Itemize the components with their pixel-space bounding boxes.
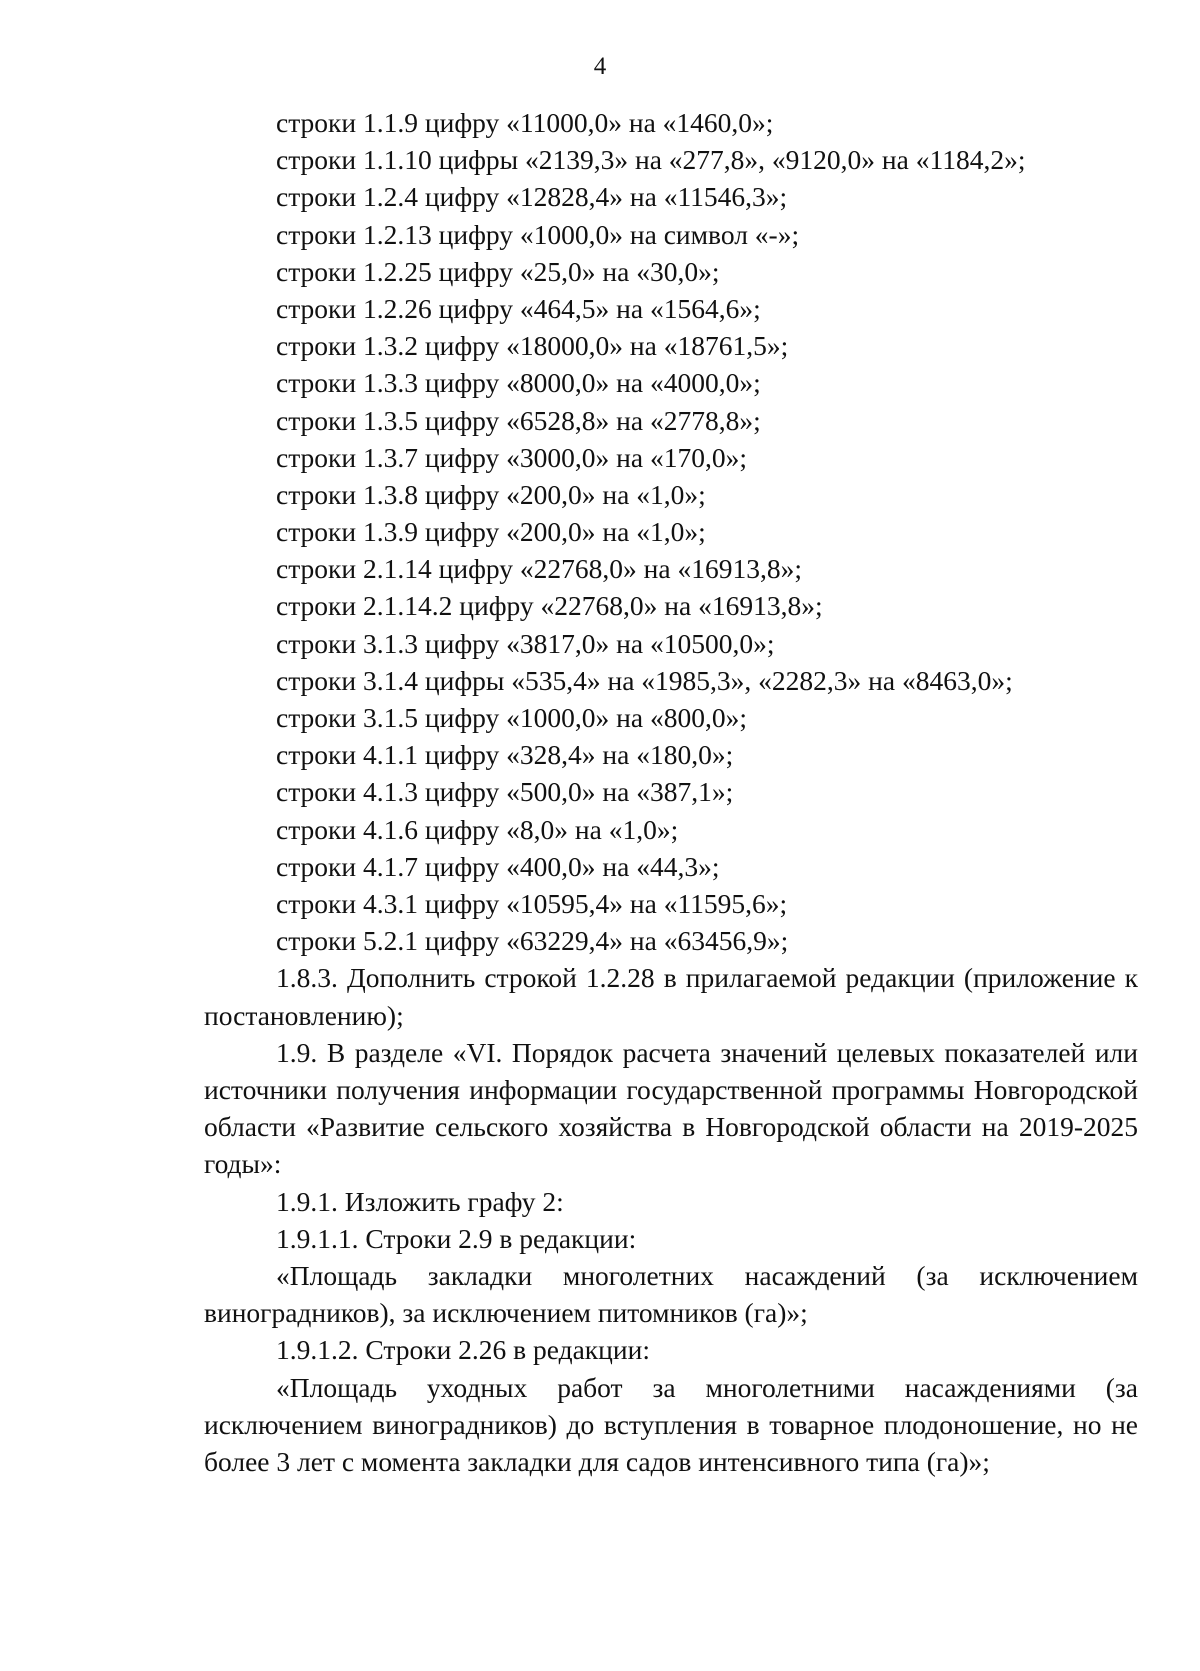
replacement-line: строки 4.1.3 цифру «500,0» на «387,1»; <box>276 776 734 808</box>
replacement-line: строки 3.1.4 цифры «535,4» на «1985,3», «2282,3» на «8463,0»; <box>276 664 1013 696</box>
replacement-line: строки 4.1.1 цифру «328,4» на «180,0»; <box>276 739 734 771</box>
paragraph-1-8-3: 1.8.3. Дополнить строкой 1.2.28 в прилагаемой редакции (приложение к постановлению); <box>204 962 1138 1031</box>
replacement-line: строки 1.2.26 цифру «464,5» на «1564,6»; <box>276 292 761 324</box>
replacement-line: строки 1.3.7 цифру «3000,0» на «170,0»; <box>276 441 747 473</box>
replacement-line: строки 1.3.5 цифру «6528,8» на «2778,8»; <box>276 404 761 436</box>
page-number: 4 <box>593 53 607 80</box>
quote-row-2-26: «Площадь уходных работ за многолетними насаждениями (за исключением виноградников) до вступления в товарное плодоношение, но не более 3 лет с момента закладки для садов интенсивного типа (га)»; <box>204 1371 1138 1477</box>
paragraph-1-9-1: 1.9.1. Изложить графу 2: <box>276 1185 564 1217</box>
replacement-line: строки 4.1.6 цифру «8,0» на «1,0»; <box>276 813 679 845</box>
replacement-line: строки 2.1.14.2 цифру «22768,0» на «16913,8»; <box>276 590 823 622</box>
replacement-line: строки 3.1.5 цифру «1000,0» на «800,0»; <box>276 702 747 733</box>
replacement-line: строки 4.1.7 цифру «400,0» на «44,3»; <box>276 850 720 882</box>
replacement-line: строки 1.2.13 цифру «1000,0» на символ «-»; <box>276 218 800 250</box>
paragraph-1-9-1-1: 1.9.1.1. Строки 2.9 в редакции: <box>276 1222 637 1254</box>
replacement-line: строки 1.2.4 цифру «12828,4» на «11546,3»; <box>276 181 788 213</box>
replacement-line: строки 1.3.3 цифру «8000,0» на «4000,0»; <box>276 367 761 399</box>
document-body <box>204 104 1138 1480</box>
replacement-line: строки 5.2.1 цифру «63229,4» на «63456,9»; <box>276 925 789 957</box>
replacement-line: строки 1.3.8 цифру «200,0» на «1,0»; <box>276 478 706 510</box>
quote-row-2-9: «Площадь закладки многолетних насаждений (за исключением виноградников), за исключением питомников (га)»; <box>204 1259 1138 1329</box>
replacement-line: строки 1.3.2 цифру «18000,0» на «18761,5»; <box>276 330 789 362</box>
replacement-line: строки 1.1.9 цифру «11000,0» на «1460,0»; <box>276 107 774 138</box>
replacement-line: строки 4.3.1 цифру «10595,4» на «11595,6»; <box>276 887 788 919</box>
paragraph-1-9: 1.9. В разделе «VI. Порядок расчета значений целевых показателей или источники получения информации государственной программы Новгородской области «Развитие сельского хозяйства в Новгородской области на 2019-2025 годы»: <box>204 1036 1138 1180</box>
replacement-line: строки 1.2.25 цифру «25,0» на «30,0»; <box>276 255 720 287</box>
replacement-line: строки 2.1.14 цифру «22768,0» на «16913,8»; <box>276 553 802 585</box>
replacement-line: строки 1.3.9 цифру «200,0» на «1,0»; <box>276 516 706 548</box>
replacement-line: строки 1.1.10 цифры «2139,3» на «277,8», «9120,0» на «1184,2»; <box>276 144 1026 176</box>
paragraph-1-9-1-2: 1.9.1.2. Строки 2.26 в редакции: <box>276 1334 650 1366</box>
replacement-line: строки 3.1.3 цифру «3817,0» на «10500,0»; <box>276 627 775 659</box>
